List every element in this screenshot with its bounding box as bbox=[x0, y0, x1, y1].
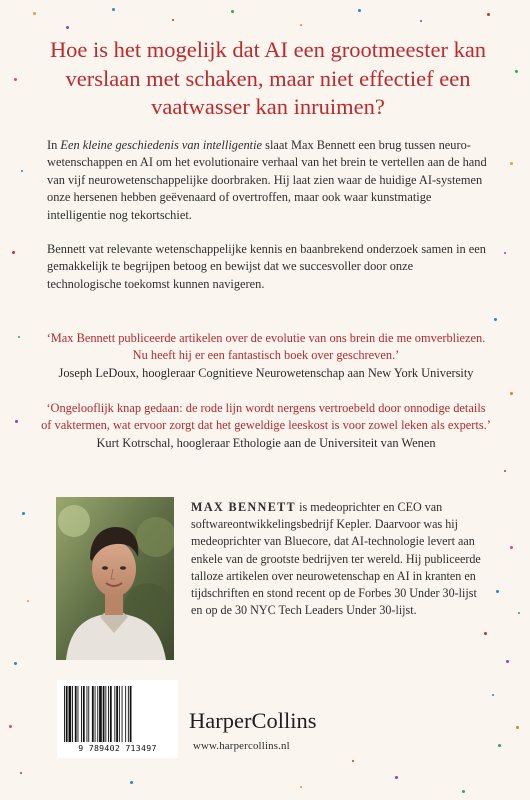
publisher-website: www.harpercollins.nl bbox=[193, 740, 290, 752]
barcode-bars bbox=[63, 686, 172, 742]
isbn-barcode bbox=[57, 680, 178, 758]
author-bio bbox=[191, 499, 491, 619]
book-title: Een kleine geschiedenis van intelligentie bbox=[60, 138, 263, 152]
review-quote-1 bbox=[40, 330, 492, 382]
quote-text: ‘Ongelooflijk knap gedaan: de rode lijn wordt nergens vertroebeld door onnodige details of vaktermen, wat ervoor zorgt dat het geweldige leeskost is voor zowel leken als experts.’ bbox=[41, 401, 491, 433]
author-bio-text: is medeoprichter en CEO van softwareontwikkelingsbedrijf Kepler. Daarvoor was hij medeoprichter van Bluecore, dat AI-technologie levert aan enkele van de grootste bedrijven ter wereld. Hij publiceerde talloze artikelen over neurowetenschap en AI in kranten en tijdschriften en stond recent op de Forbes 30 Under 30-lijst en op de 30 NYC Tech Leaders Under 30-lijst. bbox=[191, 500, 481, 618]
summary-text: Bennett vat relevante wetenschappelijke kennis en baanbrekend onderzoek samen in een gemakkelijk te begrijpen betoog en bewijst dat we succesvoller door onze technologische toekomst kunnen navigeren. bbox=[47, 242, 486, 291]
author-name: MAX BENNETT bbox=[191, 500, 297, 514]
quote-attribution: Kurt Kotrschal, hoogleraar Ethologie aan de Universiteit van Wenen bbox=[96, 435, 436, 450]
quote-attribution: Joseph LeDoux, hoogleraar Cognitieve Neurowetenschap aan New York University bbox=[58, 365, 474, 380]
intro-paragraph bbox=[47, 137, 487, 224]
intro-prefix: In bbox=[47, 138, 61, 152]
quote-text: ‘Max Bennett publiceerde artikelen over de evolutie van ons brein die me omverbliezen. Nu heeft hij er een fantastisch boek over geschreven.’ bbox=[46, 331, 486, 363]
author-photo bbox=[56, 497, 174, 660]
headline: Hoe is het mogelijk dat AI een grootmeester kan verslaan met schaken, maar niet effectief een vaatwasser kan inruimen? bbox=[49, 37, 487, 119]
isbn-number: 9 789402 713497 bbox=[78, 743, 157, 753]
review-quote-2 bbox=[40, 400, 492, 452]
intro-text: slaat Max Bennett een brug tussen neuro-wetenschappen en AI om het evolutionaire verhaal van het brein te vertellen aan de hand van vijf neurowetenschappelijke doorbraken. Hij laat zien waar de huidige AI-systemen onze hersenen hebben geëvenaard of overtroffen, maar ook waar kunstmatige intelligentie nog tekortschiet. bbox=[47, 138, 487, 222]
summary-paragraph bbox=[47, 241, 487, 293]
publisher-logo: HarperCollins bbox=[189, 708, 317, 733]
